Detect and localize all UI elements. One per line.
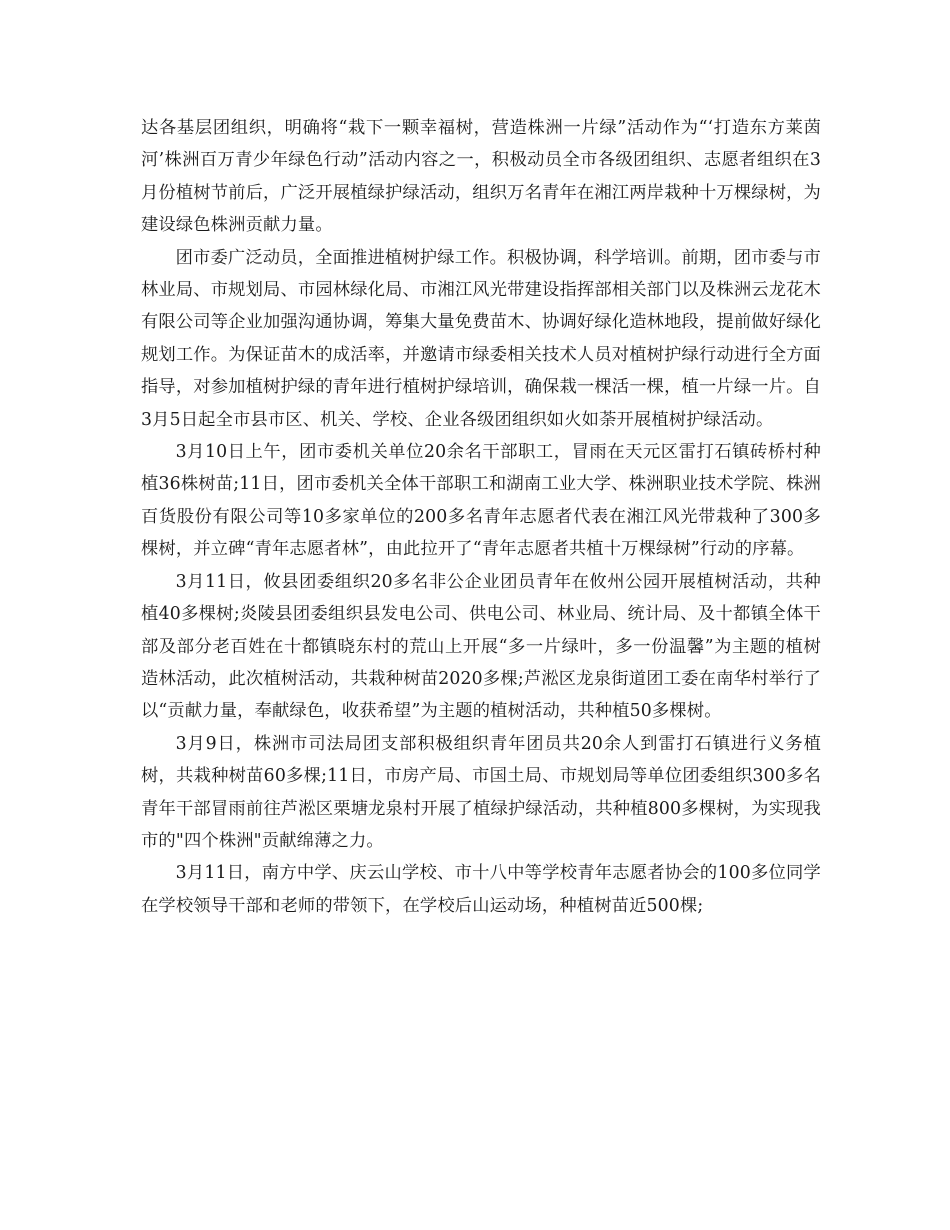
paragraph: 3月9日，株洲市司法局团支部积极组织青年团员共20余人到雷打石镇进行义务植树，共栽种树苗60多棵;11日，市房产局、市国土局、市规划局等单位团委组织300多名青年干部冒雨前往芦淞区栗塘龙泉村开展了植绿护绿活动，共种植800多棵树，为实现我市的"四个株洲"贡献绵薄之力。 (141, 733, 821, 851)
document-body (141, 112, 821, 922)
paragraph-continuation: 达各基层团组织，明确将“栽下一颗幸福树，营造株洲一片绿”活动作为“‘打造东方莱茵河’株洲百万青少年绿色行动”活动内容之一，积极动员全市各级团组织、志愿者组织在3月份植树节前后，广泛开展植绿护绿活动，组织万名青年在湘江两岸栽种十万棵绿树，为建设绿色株洲贡献力量。 (141, 118, 821, 236)
paragraph: 团市委广泛动员，全面推进植树护绿工作。积极协调，科学培训。前期，团市委与市林业局、市规划局、市园林绿化局、市湘江风光带建设指挥部相关部门以及株洲云龙花木有限公司等企业加强沟通协调，筹集大量免费苗木、协调好绿化造林地段，提前做好绿化规划工作。为保证苗木的成活率，并邀请市绿委相关技术人员对植树护绿行动进行全方面指导，对参加植树护绿的青年进行植树护绿培训，确保栽一棵活一棵，植一片绿一片。自3月5日起全市县市区、机关、学校、企业各级团组织如火如荼开展植树护绿活动。 (141, 247, 821, 430)
paragraph: 3月11日，南方中学、庆云山学校、市十八中等学校青年志愿者协会的100多位同学在学校领导干部和老师的带领下，在学校后山运动场，种植树苗近500棵; (141, 863, 821, 916)
paragraph: 3月11日，攸县团委组织20多名非公企业团员青年在攸州公园开展植树活动，共种植40多棵树;炎陵县团委组织县发电公司、供电公司、林业局、统计局、及十都镇全体干部及部分老百姓在十都镇晓东村的荒山上开展“多一片绿叶，多一份温馨”为主题的植树造林活动，此次植树活动，共栽种树苗2020多棵;芦淞区龙泉街道团工委在南华村举行了以“贡献力量，奉献绿色，收获希望”为主题的植树活动，共种植50多棵树。 (141, 571, 821, 722)
paragraph: 3月10日上午，团市委机关单位20余名干部职工，冒雨在天元区雷打石镇砖桥村种植36株树苗;11日，团市委机关全体干部职工和湖南工业大学、株洲职业技术学院、株洲百货股份有限公司等10多家单位的200多名青年志愿者代表在湘江风光带栽种了300多棵树，并立碑“青年志愿者林”，由此拉开了“青年志愿者共植十万棵绿树”行动的序幕。 (141, 442, 821, 560)
